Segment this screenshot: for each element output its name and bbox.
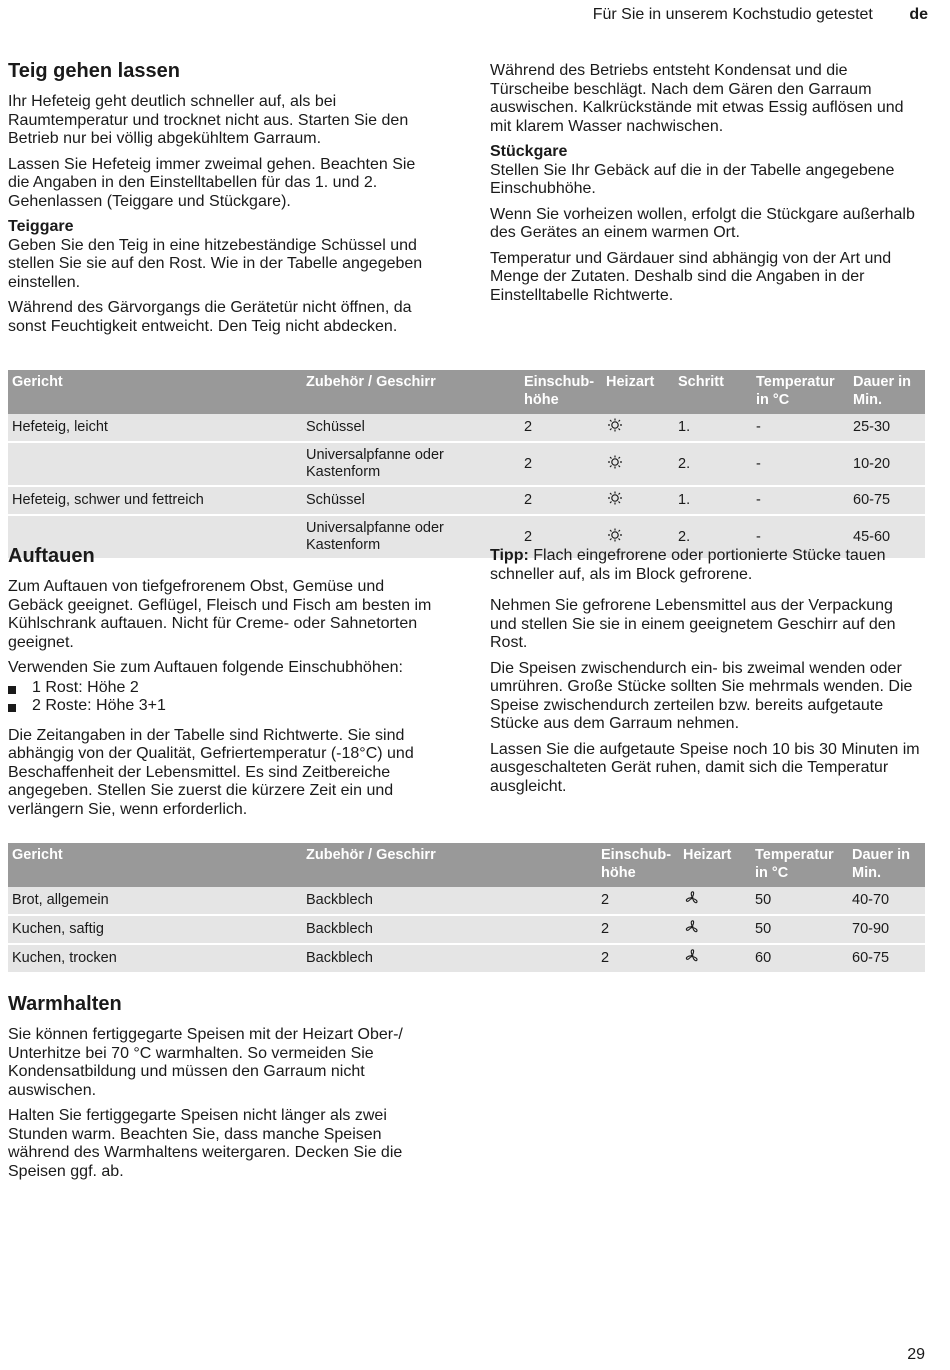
cell-zubehoer: Backblech: [302, 887, 597, 915]
cell-heizart: [602, 442, 674, 486]
teiggare-paragraph-1: Geben Sie den Teig in eine hitzebeständige Schüssel und stellen Sie sie auf den Rost. Wie in der Tabelle angegeben einstellen.: [8, 236, 423, 291]
cell-dauer: 45-60: [849, 515, 925, 559]
table-row: [8, 414, 925, 442]
cell-einschubhoehe: 2: [520, 414, 602, 442]
cell-zubehoer: Schüssel: [302, 486, 520, 515]
cell-zubehoer: Backblech: [302, 944, 597, 973]
cell-einschubhoehe: 2: [597, 887, 679, 915]
header-dauer: Dauer in Min.: [849, 370, 925, 414]
header-temperatur: Temperatur in °C: [752, 370, 849, 414]
cell-dauer: 60-75: [849, 486, 925, 515]
cell-heizart: [602, 414, 674, 442]
table-row: [8, 442, 925, 486]
cell-dauer: 60-75: [848, 944, 925, 973]
auftauen-right-paragraph-2: Nehmen Sie gefrorene Lebensmittel aus der Verpackung und stellen Sie sie in einem geeignetem Geschirr auf den Rost.: [490, 597, 896, 651]
cell-gericht: Brot, allgemein: [8, 887, 302, 915]
cell-zubehoer: Schüssel: [302, 414, 520, 442]
cell-temperatur: 50: [751, 887, 848, 915]
page-number: 29: [907, 1346, 925, 1363]
teig-heading: Teig gehen lassen: [8, 60, 180, 82]
cell-einschubhoehe: 2: [597, 944, 679, 973]
stueckgare-paragraph-2: Wenn Sie vorheizen wollen, erfolgt die Stückgare außerhalb des Gerätes an einem warmen Ort.: [490, 205, 915, 241]
cell-zubehoer: Universalpfanne oder Kastenform: [302, 442, 520, 486]
fan-icon: [683, 891, 701, 905]
auftauen-left-column: [8, 545, 438, 826]
stueckgare-paragraph-1: Stellen Sie Ihr Gebäck auf die in der Tabelle angegebene Einschubhöhe.: [490, 161, 895, 197]
header-temperatur: Temperatur in °C: [751, 843, 848, 887]
cell-heizart: [679, 915, 751, 944]
cell-heizart: [679, 944, 751, 973]
table-row: [8, 486, 925, 515]
cell-dauer: 70-90: [848, 915, 925, 944]
list-item: 1 Rost: Höhe 2: [8, 679, 438, 698]
page-header: [593, 6, 928, 24]
teig-right-column: [490, 62, 920, 312]
cell-gericht: Hefeteig, leicht: [8, 414, 302, 442]
cell-temperatur: 50: [751, 915, 848, 944]
cell-einschubhoehe: 2: [597, 915, 679, 944]
cell-temperatur: -: [752, 414, 849, 442]
cell-einschubhoehe: 2: [520, 515, 602, 559]
cell-zubehoer: Backblech: [302, 915, 597, 944]
auftauen-paragraph-1: Zum Auftauen von tiefgefrorenem Obst, Gemüse und Gebäck geeignet. Geflügel, Fleisch und Fisch am besten im Kühlschrank auftauen. Nicht für Creme- oder Sahnetorten geeignet.: [8, 578, 432, 651]
warmhalten-heading: Warmhalten: [8, 993, 122, 1015]
cell-temperatur: -: [752, 515, 849, 559]
cell-schritt: 2.: [674, 442, 752, 486]
light-icon: [606, 455, 624, 469]
cell-heizart: [602, 486, 674, 515]
cell-einschubhoehe: 2: [520, 486, 602, 515]
table-header-row: [8, 843, 925, 887]
header-schritt: Schritt: [674, 370, 752, 414]
cell-gericht: [8, 442, 302, 486]
kondensat-paragraph: Während des Betriebs entsteht Kondensat und die Türscheibe beschlägt. Nach dem Gären den Garraum auswischen. Kalkrückstände mit etwas Essig auflösen und mit klarem Wasser nachwischen.: [490, 62, 904, 135]
teig-left-column: [8, 60, 438, 343]
stueckgare-paragraph-3: Temperatur und Gärdauer sind abhängig von der Art und Menge der Zutaten. Deshalb sind die Angaben in der Einstelltabelle Richtwerte.: [490, 249, 892, 304]
auftauen-paragraph-3: Die Zeitangaben in der Tabelle sind Richtwerte. Sie sind abhängig von der Qualität, Gefriertemperatur (-18°C) und Beschaffenheit der Lebensmittel. Es sind Zeitbereiche angegeben. Stellen Sie zuerst die kürzere Zeit ein und verlängern Sie, wenn erforderlich.: [8, 726, 414, 818]
auftauen-heading: Auftauen: [8, 545, 95, 567]
header-heizart: Heizart: [602, 370, 674, 414]
warmhalten-paragraph-1: Sie können fertiggegarte Speisen mit der Heizart Ober-/ Unterhitze bei 70 °C warmhalten. So vermeiden Sie Kondensatbildung und müssen den Garraum nicht auswischen.: [8, 1026, 403, 1099]
cell-zubehoer: Universalpfanne oder Kastenform: [302, 515, 520, 559]
language-tag: de: [909, 6, 928, 23]
cell-gericht: Hefeteig, schwer und fettreich: [8, 486, 302, 515]
list-item: 2 Roste: Höhe 3+1: [8, 697, 438, 716]
auftauen-right-column: [490, 547, 920, 803]
teiggare-subheading: Teiggare: [8, 218, 74, 235]
header-zubehoer: Zubehör / Geschirr: [302, 370, 520, 414]
header-gericht: Gericht: [8, 843, 302, 887]
teiggare-paragraph-2: Während des Gärvorgangs die Gerätetür nicht öffnen, da sonst Feuchtigkeit entweicht. Den Teig nicht abdecken.: [8, 299, 412, 335]
light-icon: [606, 528, 624, 542]
table-row: [8, 944, 925, 973]
header-heizart: Heizart: [679, 843, 751, 887]
cell-heizart: [679, 887, 751, 915]
warmhalten-paragraph-2: Halten Sie fertiggegarte Speisen nicht länger als zwei Stunden warm. Beachten Sie, dass manche Speisen während des Warmhaltens weitergaren. Decken Sie die Speisen ggf. ab.: [8, 1107, 403, 1180]
header-gericht: Gericht: [8, 370, 302, 414]
tipp-text: Flach eingefrorene oder portionierte Stücke tauen schneller auf, als im Block gefrorene.: [490, 547, 886, 583]
warmhalten-section: [8, 993, 438, 1188]
cell-schritt: 2.: [674, 515, 752, 559]
cell-dauer: 25-30: [849, 414, 925, 442]
header-einschubhoehe: Einschub-höhe: [520, 370, 602, 414]
auftauen-settings-table: [8, 843, 925, 974]
header-dauer: Dauer in Min.: [848, 843, 925, 887]
cell-dauer: 10-20: [849, 442, 925, 486]
cell-gericht: Kuchen, trocken: [8, 944, 302, 973]
auftauen-paragraph-2: Verwenden Sie zum Auftauen folgende Einschubhöhen:: [8, 659, 403, 676]
cell-einschubhoehe: 2: [520, 442, 602, 486]
header-einschubhoehe: Einschub-höhe: [597, 843, 679, 887]
teig-paragraph-1: Ihr Hefeteig geht deutlich schneller auf, als bei Raumtemperatur und trocknet nicht aus. Starten Sie den Betrieb nur bei völlig abgekühltem Garraum.: [8, 93, 409, 147]
stueckgare-subheading: Stückgare: [490, 143, 568, 160]
tipp-label: Tipp:: [490, 547, 529, 564]
cell-dauer: 40-70: [848, 887, 925, 915]
light-icon: [606, 418, 624, 432]
cell-gericht: Kuchen, saftig: [8, 915, 302, 944]
tipp-paragraph: [490, 547, 920, 584]
cell-schritt: 1.: [674, 486, 752, 515]
table-row: [8, 887, 925, 915]
light-icon: [606, 491, 624, 505]
header-zubehoer: Zubehör / Geschirr: [302, 843, 597, 887]
teig-paragraph-2: Lassen Sie Hefeteig immer zweimal gehen. Beachten Sie die Angaben in den Einstelltabellen für das 1. und 2. Gehenlassen (Teiggare und Stückgare).: [8, 155, 416, 210]
auftauen-right-paragraph-3: Die Speisen zwischendurch ein- bis zweimal wenden oder umrühren. Große Stücke sollten Sie mehrmals wenden. Die Speise zwischendurch zerteilen bzw. bereits aufgetaute Stücke aus dem Garraum nehmen.: [490, 659, 913, 732]
fan-icon: [683, 920, 701, 934]
fan-icon: [683, 949, 701, 963]
table-header-row: [8, 370, 925, 414]
einschubhoehen-list: [8, 679, 438, 716]
table-row: [8, 915, 925, 944]
cell-temperatur: -: [752, 486, 849, 515]
cell-temperatur: 60: [751, 944, 848, 973]
cell-temperatur: -: [752, 442, 849, 486]
cell-schritt: 1.: [674, 414, 752, 442]
auftauen-right-paragraph-4: Lassen Sie die aufgetaute Speise noch 10 bis 30 Minuten im ausgeschalteten Gerät ruhen, damit sich die Temperatur ausgleicht.: [490, 740, 920, 795]
teig-settings-table: [8, 370, 925, 560]
section-title: Für Sie in unserem Kochstudio getestet: [592, 6, 873, 23]
